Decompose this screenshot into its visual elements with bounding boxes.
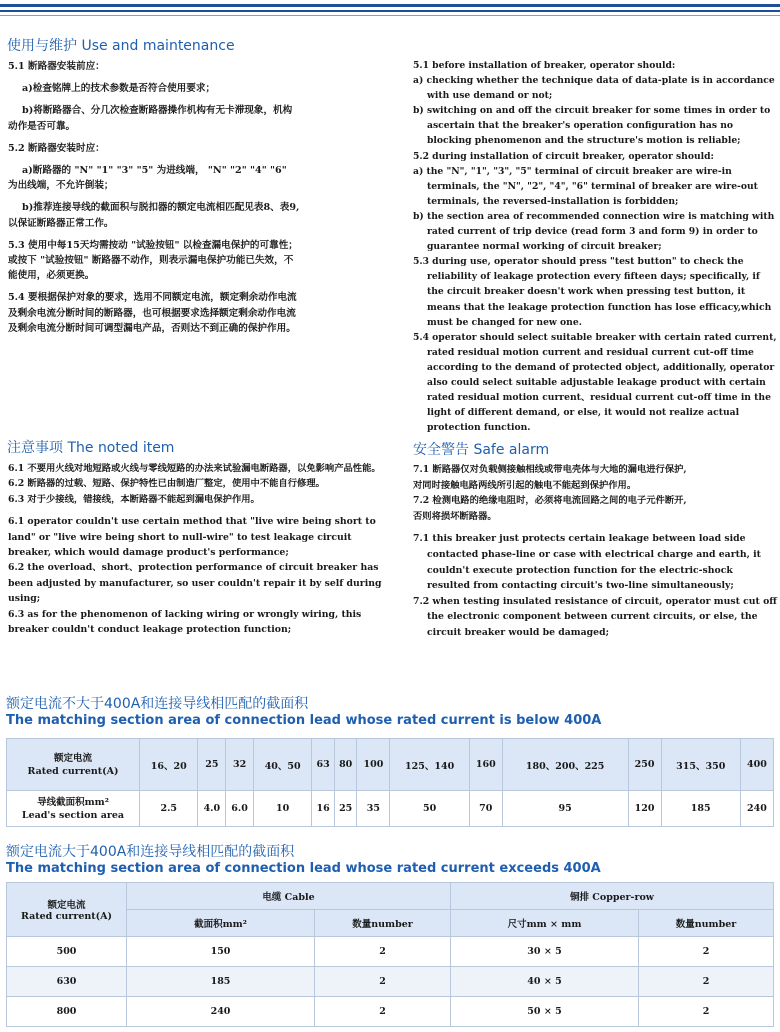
current-cell: 100 bbox=[357, 739, 390, 791]
cn-line: 或按下 "试验按钮" 断路器不动作，则表示漏电保护功能已失效，不 bbox=[8, 255, 294, 267]
area-header: 截面积mm² bbox=[127, 910, 315, 937]
row-header-en: Rated current(A) bbox=[27, 765, 119, 777]
current-cell: 400 bbox=[740, 739, 773, 791]
cn-line: 5.1 断路器安装前应： bbox=[8, 61, 105, 72]
copper-header: 铜排 Copper-row bbox=[451, 883, 774, 910]
cn-line: 6.1 不要用火线对地短路或火线与零线短路的办法来试验漏电断路器，以免影响产品性能。 bbox=[8, 463, 381, 474]
current-cell: 800 bbox=[7, 997, 127, 1027]
current-cell: 125、140 bbox=[390, 739, 469, 791]
area-cell: 4.0 bbox=[198, 791, 226, 827]
area-cell: 25 bbox=[334, 791, 357, 827]
table1-title-cn: 额定电流不大于400A和连接导线相匹配的截面积 bbox=[6, 696, 309, 712]
area-cell: 95 bbox=[502, 791, 628, 827]
header-rule bbox=[0, 0, 780, 22]
table2-title bbox=[6, 843, 601, 877]
number2-cell: 2 bbox=[639, 937, 774, 967]
current-cell: 40、50 bbox=[253, 739, 311, 791]
en-line: 6.1 operator couldn't use certain method that "live wire being short to land" or "live wire being short to null-wire" to test leakage circuit breaker, which would damage product's performance; bbox=[8, 516, 376, 559]
number2-cell: 2 bbox=[639, 997, 774, 1027]
cn-line: b)将断路器合、分几次检查断路器操作机构有无卡滞现象，机构 bbox=[22, 105, 293, 117]
en-line: 6.3 as for the phenomenon of lacking wiring or wrongly wiring, this breaker couldn't conduct leakage protection function; bbox=[8, 608, 362, 636]
current-cell: 500 bbox=[7, 937, 127, 967]
cable-header: 电缆 Cable bbox=[127, 883, 451, 910]
area-cell: 240 bbox=[740, 791, 773, 827]
cn-line: 及剩余电流分断时间可调型漏电产品，否则达不到正确的保护作用。 bbox=[8, 322, 296, 334]
noted-item-text bbox=[8, 461, 384, 637]
cn-line: 以保证断路器正常工作。 bbox=[8, 217, 114, 229]
safe-alarm-title: 安全警告 Safe alarm bbox=[413, 442, 550, 458]
en-line: 5.3 during use, operator should press "test button" to check the reliability of leakage protection every fifteen days; specifically, if the circuit breaker doesn't work when pressing test button, it means that the leakage protection function has lose efficacy,which must be changed for new one. bbox=[413, 256, 772, 328]
size-header: 尺寸mm × mm bbox=[451, 910, 639, 937]
table-row bbox=[7, 967, 774, 997]
number-cell: 2 bbox=[315, 997, 451, 1027]
cn-line: 否则将损坏断路器。 bbox=[413, 510, 497, 522]
en-line: b) the section area of recommended connection wire is matching with rated current of trip device (read form 3 and form 9) in order to guarantee normal working of circuit breaker; bbox=[413, 210, 775, 253]
area-cell: 185 bbox=[127, 967, 315, 997]
cn-line: 及剩余电流分断时间的断路器，也可根据要求选择额定剩余动作电流 bbox=[8, 307, 296, 319]
current-cell: 63 bbox=[312, 739, 335, 791]
size-cell: 50 × 5 bbox=[451, 997, 639, 1027]
cn-line: a)检查铭牌上的技术参数是否符合使用要求； bbox=[22, 83, 216, 95]
cn-line: 6.2 断路器的过载、短路、保护特性已由制造厂整定，使用中不能自行修理。 bbox=[8, 478, 325, 490]
en-line: a) the "N", "1", "3", "5" terminal of circuit breaker are wire-in terminals, the "N", "2", "4", "6" terminal of breaker are wire-out terminals, the reversed-installation is forbidden; bbox=[413, 165, 758, 207]
table1 bbox=[6, 738, 774, 827]
en-line: a) checking whether the technique data of data-plate is in accordance with use demand or not; bbox=[413, 75, 775, 102]
cn-line: 能使用，必须更换。 bbox=[8, 270, 95, 282]
cn-line: 6.3 对于少接线，错接线，本断路器不能起到漏电保护作用。 bbox=[8, 493, 260, 505]
number-cell: 2 bbox=[315, 937, 451, 967]
area-cell: 35 bbox=[357, 791, 390, 827]
current-cell: 25 bbox=[198, 739, 226, 791]
table2-title-en: The matching section area of connection lead whose rated current exceeds 400A bbox=[6, 861, 601, 876]
cn-line: 5.4 要根据保护对象的要求，选用不同额定电流，额定剩余动作电流 bbox=[8, 292, 297, 304]
cn-line: a)断路器的 "N" "1" "3" "5" 为进线端， "N" "2" "4" "6" bbox=[22, 165, 287, 177]
en-line: 7.1 this breaker just protects certain leakage between load side contacted phase-line or case with electrical charge and earth, it couldn't execute protection function for the electric-shock resulted from contacting circuit's two-line simultaneously; bbox=[413, 533, 761, 592]
cn-line: 5.2 断路器安装时应： bbox=[8, 142, 105, 154]
current-cell: 16、20 bbox=[140, 739, 198, 791]
en-line: b) switching on and off the circuit breaker for some times in order to ascertain that the breaker's operation configuration has no blocking phenomenon and the structure's motion is reliable; bbox=[413, 105, 771, 147]
number2-header: 数量number bbox=[639, 910, 774, 937]
current-cell: 180、200、225 bbox=[502, 739, 628, 791]
current-cell: 250 bbox=[628, 739, 661, 791]
noted-item-title: 注意事项 The noted item bbox=[7, 440, 175, 456]
row-header-cn: 额定电流 bbox=[53, 752, 92, 764]
area-cell: 185 bbox=[661, 791, 740, 827]
current-cell: 315、350 bbox=[661, 739, 740, 791]
area-cell: 2.5 bbox=[140, 791, 198, 827]
cn-line: 动作是否可靠。 bbox=[8, 120, 76, 132]
safe-alarm-text bbox=[413, 462, 777, 641]
cn-line: 5.3 使用中每15天均需按动 "试验按钮" 以检查漏电保护的可靠性； bbox=[8, 239, 298, 251]
table1-title-en: The matching section area of connection lead whose rated current is below 400A bbox=[6, 713, 602, 728]
row-header-en: Lead's section area bbox=[21, 809, 125, 821]
current-cell: 630 bbox=[7, 967, 127, 997]
table1-row-header bbox=[7, 791, 140, 827]
area-cell: 6.0 bbox=[226, 791, 254, 827]
area-cell: 70 bbox=[469, 791, 502, 827]
row-header-cn: 导线截面积mm² bbox=[37, 796, 109, 808]
cn-line: 7.2 检测电路的绝缘电阻时，必须将电流回路之间的电子元件断开, bbox=[413, 495, 687, 507]
number-cell: 2 bbox=[315, 967, 451, 997]
en-line: 5.4 operator should select suitable breaker with certain rated current, rated residual motion current and residual current cut-off time according to the demand of protected object, additionally, operator also could select suitable adjustable leakage product with certain rated residual motion current、residual current cut-off time in the light of different demand, or else, it would not realize actual protection function. bbox=[413, 331, 777, 434]
table-row bbox=[7, 937, 774, 967]
number2-cell: 2 bbox=[639, 967, 774, 997]
table2-header-row bbox=[7, 883, 774, 910]
area-cell: 50 bbox=[390, 791, 469, 827]
use-maintenance-en bbox=[413, 58, 777, 435]
en-line: 7.2 when testing insulated resistance of circuit, operator must cut off the electronic component between current circuits, or else, the circuit breaker would be damaged; bbox=[413, 595, 777, 638]
en-line: 5.1 before installation of breaker, operator should: bbox=[413, 60, 676, 71]
table1-area-row bbox=[7, 791, 774, 827]
en-line: 5.2 during installation of circuit breaker, operator should: bbox=[413, 150, 714, 162]
cn-line: 为出线端，不允许倒装； bbox=[8, 180, 114, 192]
table2-title-cn: 额定电流大于400A和连接导线相匹配的截面积 bbox=[6, 844, 295, 860]
cn-line: 7.1 断路器仅对负载侧接触相线或带电壳体与大地的漏电进行保护, bbox=[413, 464, 687, 475]
current-cell: 80 bbox=[334, 739, 357, 791]
table-row bbox=[7, 997, 774, 1027]
table1-current-row bbox=[7, 739, 774, 791]
rated-header-en: Rated current(A) bbox=[20, 911, 113, 922]
table1-title bbox=[6, 695, 601, 729]
table2-rated-header bbox=[7, 883, 127, 937]
current-cell: 32 bbox=[226, 739, 254, 791]
cn-line: b)推荐连接导线的截面积与脱扣器的额定电流相匹配见表8、表9, bbox=[22, 202, 300, 214]
area-cell: 120 bbox=[628, 791, 661, 827]
cn-line: 对同时接触电路两线所引起的触电不能起到保护作用。 bbox=[413, 479, 637, 491]
table1-row-header bbox=[7, 739, 140, 791]
size-cell: 40 × 5 bbox=[451, 967, 639, 997]
current-cell: 160 bbox=[469, 739, 502, 791]
use-maintenance-title: 使用与维护 Use and maintenance bbox=[7, 38, 235, 54]
area-cell: 16 bbox=[312, 791, 335, 827]
en-line: 6.2 the overload、short、protection performance of circuit breaker has been adjusted by manufacturer, so user couldn't repair it by self during using; bbox=[8, 562, 382, 605]
area-cell: 150 bbox=[127, 937, 315, 967]
area-cell: 240 bbox=[127, 997, 315, 1027]
number-header: 数量number bbox=[315, 910, 451, 937]
size-cell: 30 × 5 bbox=[451, 937, 639, 967]
rated-header-cn: 额定电流 bbox=[47, 900, 86, 911]
table2 bbox=[6, 882, 774, 1027]
use-maintenance-cn bbox=[8, 59, 388, 336]
area-cell: 10 bbox=[253, 791, 311, 827]
